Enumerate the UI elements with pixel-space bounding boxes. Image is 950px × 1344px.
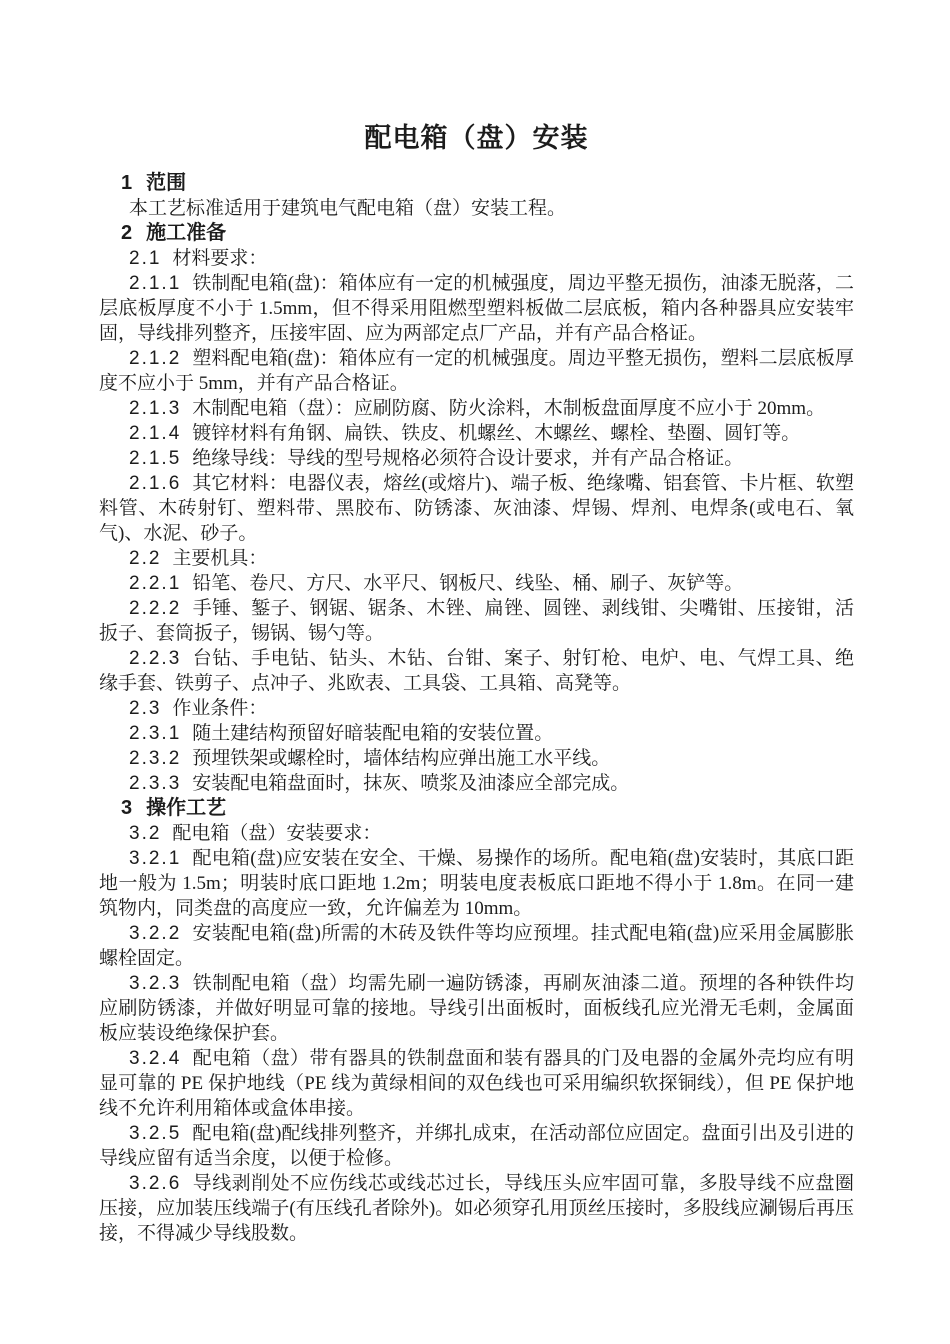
paragraph-number: 2.1.6 xyxy=(129,473,182,494)
para-2-3-3 xyxy=(99,771,854,796)
paragraph-number: 2.1.5 xyxy=(129,448,182,469)
para-2-1-4 xyxy=(99,421,854,446)
paragraph-text: 配电箱（盘）带有器具的铁制盘面和装有器具的门及电器的金属外壳均应有明显可靠的 PE 保护地线（PE 线为黄绿相间的双色线也可采用编织软探铜线），但 PE 保护地线不允许利用箱体或盒体串接。 xyxy=(99,1048,854,1119)
document-content xyxy=(99,122,854,1246)
para-2-3-2 xyxy=(99,746,854,771)
paragraph-number: 3.2.2 xyxy=(129,923,182,944)
paragraph-text: 配电箱（盘）安装要求： xyxy=(172,823,382,844)
para-2-1-6 xyxy=(99,471,854,546)
paragraph-text: 铅笔、卷尺、方尺、水平尺、钢板尺、线坠、桶、刷子、灰铲等。 xyxy=(192,573,744,594)
paragraph-number: 2.1 xyxy=(129,248,162,269)
paragraph-text: 其它材料：电器仪表，熔丝(或熔片)、端子板、绝缘嘴、铝套管、卡片框、软塑料管、木砖射钉、塑料带、黑胶布、防锈漆、灰油漆、焊锡、焊剂、电焊条(或电石、氧气)、水泥、砂子。 xyxy=(99,473,854,544)
paragraph-text: 配电箱(盘)应安装在安全、干燥、易操作的场所。配电箱(盘)安装时，其底口距地一般为 1.5m；明装时底口距地 1.2m；明装电度表板底口距地不得小于 1.8m。在同一建筑物内，同类盘的高度应一致，允许偏差为 10mm。 xyxy=(99,848,854,919)
para-2-2-2 xyxy=(99,596,854,646)
document-title: 配电箱（盘）安装 xyxy=(364,123,589,153)
paragraph-number: 3.2 xyxy=(129,823,162,844)
para-3-2-1 xyxy=(99,846,854,921)
paragraph-number: 2.3.3 xyxy=(129,773,182,794)
section-label: 范围 xyxy=(146,172,187,194)
paragraph-text: 绝缘导线：导线的型号规格必须符合设计要求，并有产品合格证。 xyxy=(192,448,744,469)
para-scope-intro xyxy=(99,196,854,221)
paragraph-text: 安装配电箱盘面时，抹灰、喷浆及油漆应全部完成。 xyxy=(192,773,630,794)
paragraph-number: 3.2.3 xyxy=(129,973,182,994)
paragraph-number: 2.3.2 xyxy=(129,748,182,769)
section-heading-3 xyxy=(99,796,854,821)
section-heading-2 xyxy=(99,221,854,246)
paragraph-number: 2.2 xyxy=(129,548,162,569)
paragraph-number: 3.2.1 xyxy=(129,848,182,869)
paragraph-number: 3.2.4 xyxy=(129,1048,182,1069)
paragraph-text: 本工艺标准适用于建筑电气配电箱（盘）安装工程。 xyxy=(129,198,567,219)
para-2-2 xyxy=(99,546,854,571)
para-3-2-6 xyxy=(99,1171,854,1246)
paragraph-number: 2.1.4 xyxy=(129,423,182,444)
paragraph-text: 作业条件： xyxy=(172,698,268,719)
paragraph-number: 2.1.1 xyxy=(129,273,182,294)
paragraph-text: 木制配电箱（盘）：应刷防腐、防火涂料，木制板盘面厚度不应小于 20mm。 xyxy=(192,398,826,419)
para-2-2-3 xyxy=(99,646,854,696)
paragraph-text: 材料要求： xyxy=(172,248,268,269)
paragraph-number: 2.2.2 xyxy=(129,598,182,619)
paragraph-number: 2.2.3 xyxy=(129,648,182,669)
section-number: 2 xyxy=(121,222,133,244)
paragraph-text: 铁制配电箱（盘）均需先刷一遍防锈漆，再刷灰油漆二道。预埋的各种铁件均应刷防锈漆，并做好明显可靠的接地。导线引出面板时，面板线孔应光滑无毛刺，金属面板应装设绝缘保护套。 xyxy=(99,973,854,1044)
para-3-2-3 xyxy=(99,971,854,1046)
paragraph-text: 主要机具： xyxy=(172,548,268,569)
paragraph-number: 2.1.2 xyxy=(129,348,182,369)
paragraph-text: 塑料配电箱(盘)：箱体应有一定的机械强度。周边平整无损伤，塑料二层底板厚度不应小于 5mm，并有产品合格证。 xyxy=(99,348,854,394)
para-2-3-1 xyxy=(99,721,854,746)
para-2-1-2 xyxy=(99,346,854,396)
section-label: 施工准备 xyxy=(146,222,227,244)
paragraph-number: 3.2.6 xyxy=(129,1173,182,1194)
paragraph-text: 铁制配电箱(盘)：箱体应有一定的机械强度，周边平整无损伤，油漆无脱落，二层底板厚度不小于 1.5mm，但不得采用阻燃型塑料板做二层底板，箱内各种器具应安装牢固，导线排列整齐，压接牢固、应为两部定点厂产品，并有产品合格证。 xyxy=(99,273,854,344)
para-2-1-5 xyxy=(99,446,854,471)
paragraph-text: 镀锌材料有角钢、扁铁、铁皮、机螺丝、木螺丝、螺栓、垫圈、圆钉等。 xyxy=(192,423,801,444)
section-heading-1 xyxy=(99,171,854,196)
paragraph-text: 随土建结构预留好暗装配电箱的安装位置。 xyxy=(192,723,554,744)
para-3-2 xyxy=(99,821,854,846)
paragraph-text: 导线剥削处不应伤线芯或线芯过长，导线压头应牢固可靠，多股导线不应盘圈压接，应加装压线端子(有压线孔者除外)。如必须穿孔用顶丝压接时，多股线应涮锡后再压接，不得减少导线股数。 xyxy=(99,1173,854,1244)
para-3-2-4 xyxy=(99,1046,854,1121)
paragraph-text: 安装配电箱(盘)所需的木砖及铁件等均应预埋。挂式配电箱(盘)应采用金属膨胀螺栓固定。 xyxy=(99,923,854,969)
paragraph-text: 手锤、錾子、钢锯、锯条、木锉、扁锉、圆锉、剥线钳、尖嘴钳、压接钳，活扳子、套筒扳子，锡锅、锡勺等。 xyxy=(99,598,854,644)
para-2-2-1 xyxy=(99,571,854,596)
paragraph-number: 2.2.1 xyxy=(129,573,182,594)
para-3-2-2 xyxy=(99,921,854,971)
paragraph-number: 2.1.3 xyxy=(129,398,182,419)
paragraph-number: 2.3 xyxy=(129,698,162,719)
para-3-2-5 xyxy=(99,1121,854,1171)
paragraph-text: 预埋铁架或螺栓时，墙体结构应弹出施工水平线。 xyxy=(192,748,611,769)
paragraph-text: 台钻、手电钻、钻头、木钻、台钳、案子、射钉枪、电炉、电、气焊工具、绝缘手套、铁剪子、点冲子、兆欧表、工具袋、工具箱、高凳等。 xyxy=(99,648,854,694)
para-2-1 xyxy=(99,246,854,271)
para-2-1-1 xyxy=(99,271,854,346)
para-2-1-3 xyxy=(99,396,854,421)
paragraph-number: 3.2.5 xyxy=(129,1123,182,1144)
section-label: 操作工艺 xyxy=(146,797,227,819)
para-2-3 xyxy=(99,696,854,721)
section-number: 1 xyxy=(121,172,133,194)
paragraph-text: 配电箱(盘)配线排列整齐，并绑扎成束，在活动部位应固定。盘面引出及引进的导线应留有适当余度，以便于检修。 xyxy=(99,1123,854,1169)
paragraph-number: 2.3.1 xyxy=(129,723,182,744)
section-number: 3 xyxy=(121,797,133,819)
